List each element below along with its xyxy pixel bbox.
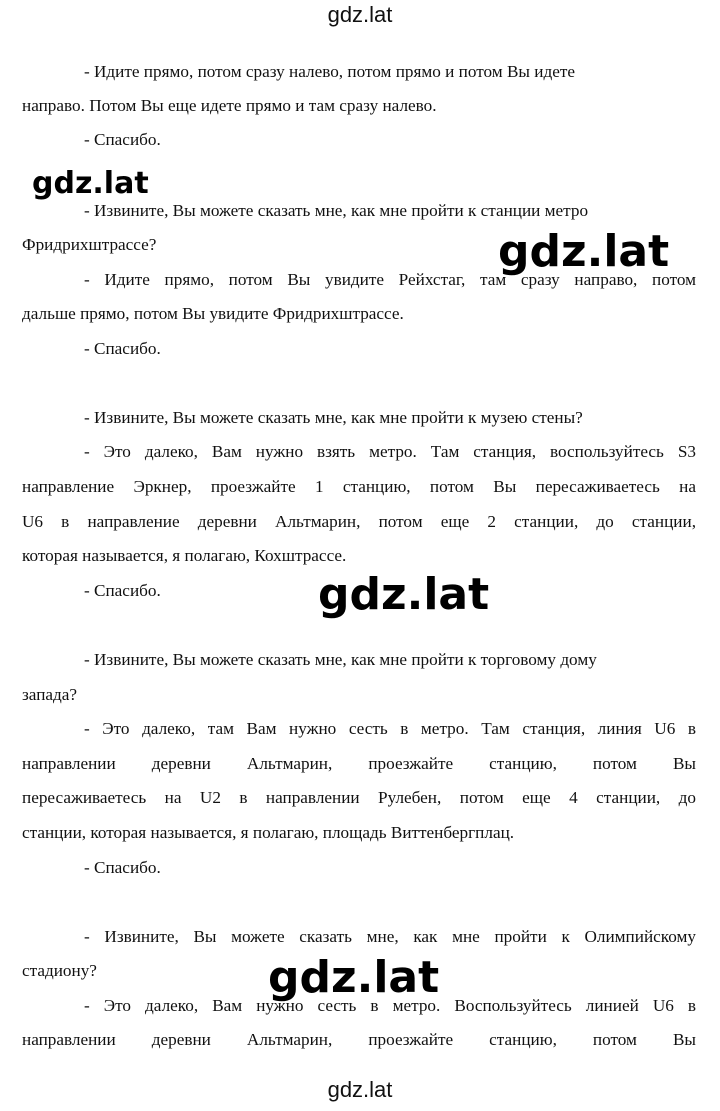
text-line: - Спасибо. xyxy=(84,339,161,358)
text-line: Фридрихштрассе? xyxy=(22,235,157,254)
text-line: - Идите прямо, потом Вы увидите Рейхстаг, там сразу направо, потом xyxy=(84,270,696,289)
watermark-logo: gdz.lat xyxy=(498,226,670,277)
text-line: - Идите прямо, потом сразу налево, потом прямо и потом Вы идете xyxy=(84,62,575,81)
watermark-logo: gdz.lat xyxy=(268,952,440,1003)
text-line: U6 в направление деревни Альтмарин, потом еще 2 станции, до станции, xyxy=(22,512,696,531)
text-line: дальше прямо, потом Вы увидите Фридрихштрассе. xyxy=(22,304,404,323)
footer-site-name: gdz.lat xyxy=(327,1077,393,1102)
text-line: направо. Потом Вы еще идете прямо и там сразу налево. xyxy=(22,96,437,115)
text-line: - Спасибо. xyxy=(84,130,161,149)
text-line: - Спасибо. xyxy=(84,858,161,877)
text-line: направление Эркнер, проезжайте 1 станцию, потом Вы пересаживаетесь на xyxy=(22,477,696,496)
text-line: пересаживаетесь на U2 в направлении Рулебен, потом еще 4 станции, до xyxy=(22,788,696,807)
text-line: - Это далеко, Вам нужно взять метро. Там станция, воспользуйтесь S3 xyxy=(84,442,696,461)
text-line: - Извините, Вы можете сказать мне, как мне пройти к торговому дому xyxy=(84,650,597,669)
text-line: - Спасибо. xyxy=(84,581,161,600)
text-line: - Извините, Вы можете сказать мне, как мне пройти к музею стены? xyxy=(84,408,583,427)
watermark-logo: gdz.lat xyxy=(32,166,149,201)
text-line: направлении деревни Альтмарин, проезжайте станцию, потом Вы xyxy=(22,754,696,773)
text-line: - Извините, Вы можете сказать мне, как мне пройти к станции метро xyxy=(84,201,589,220)
text-line: направлении деревни Альтмарин, проезжайте станцию, потом Вы xyxy=(22,1030,696,1049)
text-line: стадиону? xyxy=(22,961,97,980)
text-line: станции, которая называется, я полагаю, площадь Виттенбергплац. xyxy=(22,823,515,842)
text-line: которая называется, я полагаю, Кохштрассе. xyxy=(22,546,347,565)
text-line: - Извините, Вы можете сказать мне, как мне пройти к Олимпийскому xyxy=(84,927,696,946)
text-line: - Это далеко, там Вам нужно сесть в метро. Там станция, линия U6 в xyxy=(84,719,696,738)
header-site-name: gdz.lat xyxy=(327,2,393,27)
watermark-logo: gdz.lat xyxy=(318,569,490,620)
text-line: - Это далеко, Вам нужно сесть в метро. Воспользуйтесь линией U6 в xyxy=(84,996,696,1015)
text-line: запада? xyxy=(22,685,78,704)
